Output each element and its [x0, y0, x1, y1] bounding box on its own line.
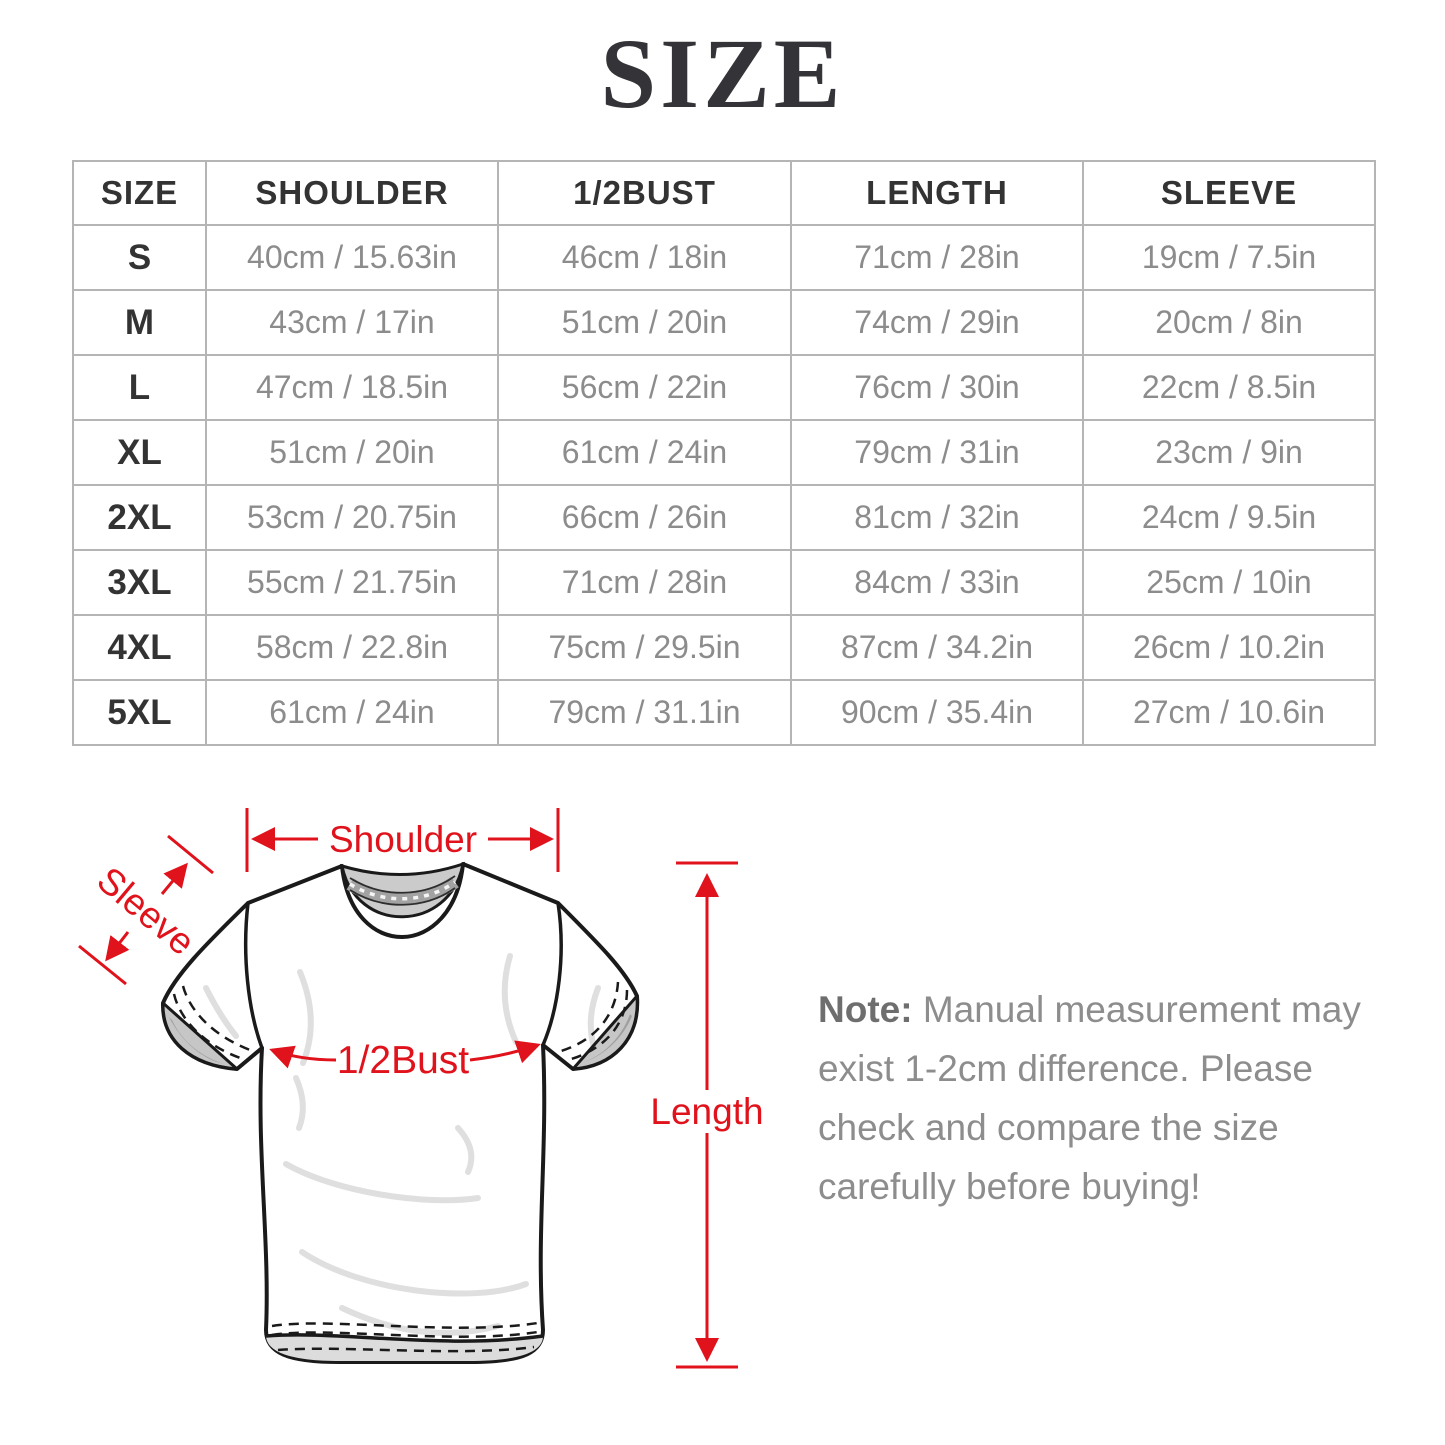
length-value: 79cm / 31in	[791, 420, 1083, 485]
header-sleeve: SLEEVE	[1083, 161, 1375, 225]
size-table	[72, 160, 1376, 746]
bust-value: 66cm / 26in	[498, 485, 791, 550]
shoulder-value: 43cm / 17in	[206, 290, 498, 355]
table-row	[73, 485, 1375, 550]
table-row	[73, 680, 1375, 745]
table-header-row	[73, 161, 1375, 225]
sleeve-value: 20cm / 8in	[1083, 290, 1375, 355]
length-value: 84cm / 33in	[791, 550, 1083, 615]
sleeve-value: 22cm / 8.5in	[1083, 355, 1375, 420]
note-line	[818, 980, 1363, 1039]
table-row	[73, 615, 1375, 680]
size-label: XL	[73, 420, 206, 485]
bust-dimension-label: 1/2Bust	[336, 1039, 470, 1082]
sleeve-value: 19cm / 7.5in	[1083, 225, 1375, 290]
shoulder-dimension	[247, 808, 558, 872]
bust-value: 46cm / 18in	[498, 225, 791, 290]
size-label: L	[73, 355, 206, 420]
length-value: 87cm / 34.2in	[791, 615, 1083, 680]
size-label: 3XL	[73, 550, 206, 615]
size-label: 4XL	[73, 615, 206, 680]
header-shoulder: SHOULDER	[206, 161, 498, 225]
shoulder-value: 53cm / 20.75in	[206, 485, 498, 550]
collar	[342, 864, 463, 917]
note	[818, 980, 1363, 1216]
table-row	[73, 225, 1375, 290]
size-label: 5XL	[73, 680, 206, 745]
bust-value: 71cm / 28in	[498, 550, 791, 615]
length-dimension-label: Length	[650, 1091, 764, 1132]
table-row	[73, 420, 1375, 485]
length-value: 81cm / 32in	[791, 485, 1083, 550]
sleeve-value: 26cm / 10.2in	[1083, 615, 1375, 680]
sleeve-dimension-label: Sleeve	[89, 858, 203, 964]
table-row	[73, 290, 1375, 355]
header-half-bust: 1/2BUST	[498, 161, 791, 225]
size-label: 2XL	[73, 485, 206, 550]
table-row	[73, 355, 1375, 420]
shoulder-value: 61cm / 24in	[206, 680, 498, 745]
shoulder-value: 58cm / 22.8in	[206, 615, 498, 680]
note-text: Manual measurement may	[922, 989, 1361, 1030]
length-dimension	[650, 863, 763, 1367]
bust-value: 61cm / 24in	[498, 420, 791, 485]
sleeve-value: 24cm / 9.5in	[1083, 485, 1375, 550]
length-value: 74cm / 29in	[791, 290, 1083, 355]
size-label: M	[73, 290, 206, 355]
note-line: exist 1-2cm difference. Please	[818, 1048, 1313, 1089]
note-line: carefully before buying!	[818, 1166, 1201, 1207]
header-length: LENGTH	[791, 161, 1083, 225]
length-value: 90cm / 35.4in	[791, 680, 1083, 745]
shoulder-value: 47cm / 18.5in	[206, 355, 498, 420]
shoulder-value: 51cm / 20in	[206, 420, 498, 485]
page-title: SIZE	[600, 18, 845, 129]
sleeve-value: 23cm / 9in	[1083, 420, 1375, 485]
length-value: 71cm / 28in	[791, 225, 1083, 290]
tshirt-measurement-diagram	[0, 780, 800, 1445]
table-row	[73, 550, 1375, 615]
sleeve-value: 27cm / 10.6in	[1083, 680, 1375, 745]
bust-value: 56cm / 22in	[498, 355, 791, 420]
shoulder-dimension-label: Shoulder	[328, 819, 478, 860]
length-value: 76cm / 30in	[791, 355, 1083, 420]
size-label: S	[73, 225, 206, 290]
bust-value: 79cm / 31.1in	[498, 680, 791, 745]
bust-value: 75cm / 29.5in	[498, 615, 791, 680]
shoulder-value: 55cm / 21.75in	[206, 550, 498, 615]
tshirt-illustration	[163, 864, 637, 1362]
header-size: SIZE	[73, 161, 206, 225]
bust-value: 51cm / 20in	[498, 290, 791, 355]
shoulder-value: 40cm / 15.63in	[206, 225, 498, 290]
note-line: check and compare the size	[818, 1107, 1279, 1148]
note-prefix: Note:	[818, 989, 913, 1030]
sleeve-value: 25cm / 10in	[1083, 550, 1375, 615]
